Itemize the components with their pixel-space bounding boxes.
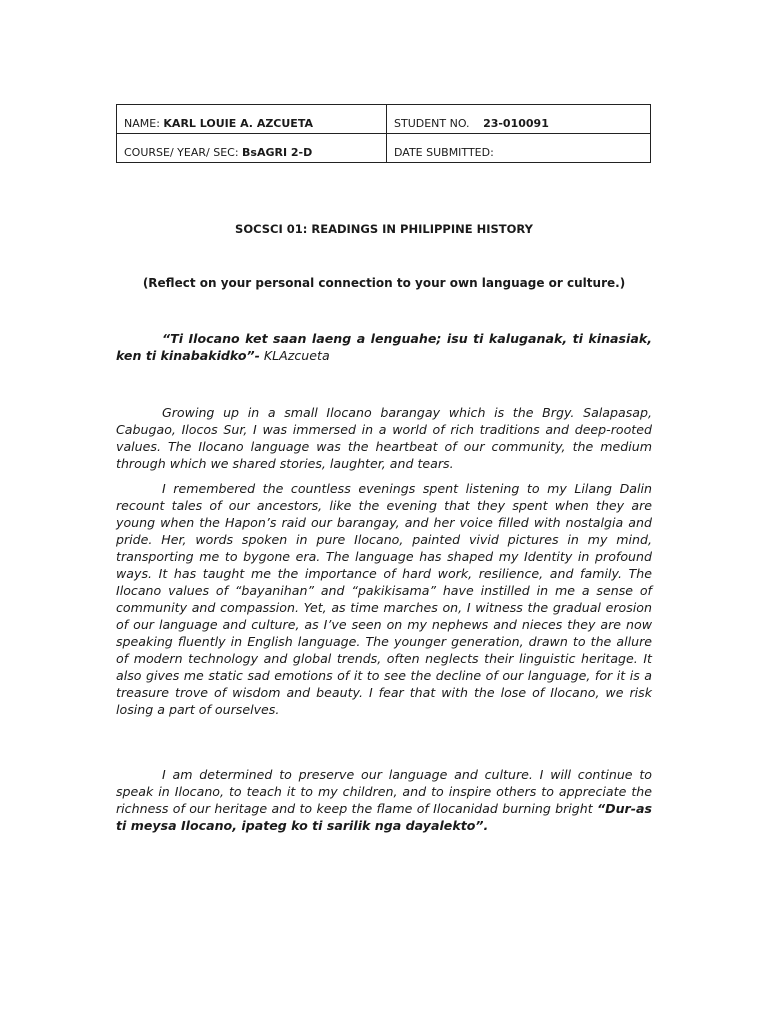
paragraph-1-text: Growing up in a small Ilocano barangay which is the Brgy. Salapasap, Cabugao, Ilocos Sur, I was immersed in a world of rich traditions and deep-rooted values. The Ilocano language was the heartbeat of our community, the medium through which we shared stories, laughter, and tears. [116,405,652,471]
course-value: BsAGRI 2-D [242,146,313,159]
paragraph-2 [116,480,652,718]
name-cell [117,105,387,134]
paragraph-2-text: I remembered the countless evenings spent listening to my Lilang Dalin recount tales of our ancestors, like the evening that they spent when they are young when the Hapon’s raid our barangay, and her voice filled with nostalgia and pride. Her, words spoken in pure Ilocano, painted vivid pictures in my mind, transporting me to bygone era. The language has shaped my Identity in profound ways. It has taught me the importance of hard work, resilience, and family. The Ilocano values of “bayanihan” and “pakikisama” have instilled in me a sense of community and compassion. Yet, as time marches on, I witness the gradual erosion of our language and culture, as I’ve seen on my nephews and nieces they are now speaking fluently in English language. The younger generation, drawn to the allure of modern technology and global trends, often neglects their linguistic heritage. It also gives me static sad emotions of it to see the decline of our language, for it is a treasure trove of wisdom and beauty. I fear that with the lose of Ilocano, we risk losing a part of ourselves. [116,481,652,717]
student-no-cell [387,105,651,134]
name-value: KARL LOUIE A. AZCUETA [163,117,313,130]
reflection-prompt: (Reflect on your personal connection to your own language or culture.) [142,276,626,290]
date-label: DATE SUBMITTED: [394,146,494,159]
name-label: NAME: [124,117,160,130]
paragraph-3-text: I am determined to preserve our language and culture. I will continue to speak in Ilocano, to teach it to my children, and to inspire others to appreciate the richness of our heritage and to keep the flame of Ilocanidad burning bright [116,767,652,816]
course-label: COURSE/ YEAR/ SEC: [124,146,239,159]
date-cell [387,134,651,163]
closing-quote: “Dur-as ti meysa Ilocano, ipateg ko ti sarilik nga dayalekto”. [116,801,652,833]
student-no-value: 23-010091 [483,117,549,130]
info-row-2 [117,134,651,163]
course-cell [117,134,387,163]
paragraph-3 [116,766,652,834]
course-title: SOCSCI 01: READINGS IN PHILIPPINE HISTORY [235,222,533,236]
quote-text: “Ti Ilocano ket saan laeng a lenguahe; isu ti kaluganak, ti kinasiak, ken ti kinabakidko”- [116,331,652,363]
paragraph-1 [116,404,652,472]
quote-author: KLAzcueta [259,348,330,363]
opening-quote [116,330,652,364]
student-info-table [116,104,651,163]
student-no-label: STUDENT NO. [394,117,470,130]
info-row-1 [117,105,651,134]
